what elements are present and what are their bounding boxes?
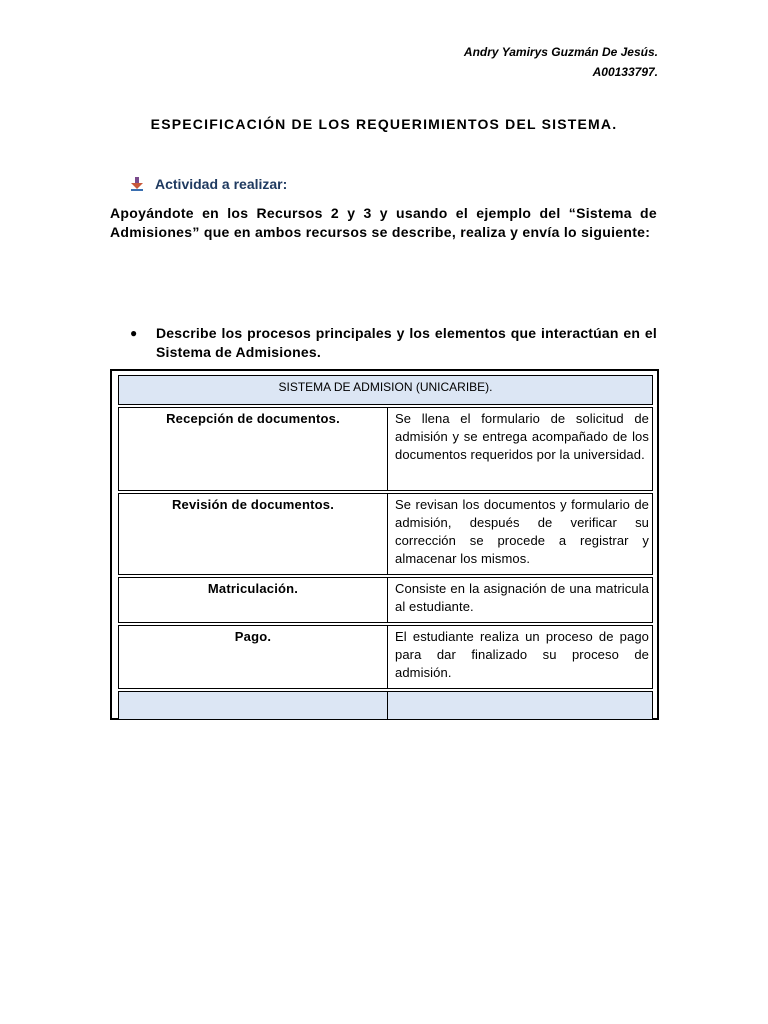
table-header: SISTEMA DE ADMISION (UNICARIBE). xyxy=(118,375,653,405)
bullet-text: Describe los procesos principales y los elementos que interactúan en el Sistema de Admisiones. xyxy=(156,325,657,360)
empty-cell xyxy=(388,692,652,719)
author-id: A00133797. xyxy=(592,65,658,79)
bullet-dot: ● xyxy=(130,326,138,340)
process-name: Matriculación. xyxy=(119,578,388,622)
table-row-empty xyxy=(118,691,653,720)
activity-heading xyxy=(130,176,287,192)
bullet-item xyxy=(130,324,657,362)
activity-label: Actividad a realizar: xyxy=(155,176,288,192)
author-block xyxy=(464,42,658,82)
table-row xyxy=(118,407,653,491)
process-description: El estudiante realiza un proceso de pago para dar finalizado su proceso de admisión. xyxy=(395,629,649,680)
intro-paragraph: Apoyándote en los Recursos 2 y 3 y usando el ejemplo del “Sistema de Admisiones” que en ambos recursos se describe, realiza y envía lo siguiente: xyxy=(110,205,657,240)
process-name: Revisión de documentos. xyxy=(119,494,388,574)
process-name: Recepción de documentos. xyxy=(119,408,388,490)
process-name: Pago. xyxy=(119,626,388,688)
table-row xyxy=(118,625,653,689)
process-description: Se revisan los documentos y formulario de admisión, después de verificar su corrección se procede a registrar y almacenar los mismos. xyxy=(395,497,649,566)
empty-cell xyxy=(119,692,388,719)
admission-process-table xyxy=(110,369,659,720)
process-description: Se llena el formulario de solicitud de admisión y se entrega acompañado de los documentos requeridos por la universidad. xyxy=(395,411,649,462)
table-row xyxy=(118,577,653,623)
process-description: Consiste en la asignación de una matricula al estudiante. xyxy=(395,581,649,614)
document-title: ESPECIFICACIÓN DE LOS REQUERIMIENTOS DEL SISTEMA. xyxy=(150,116,618,132)
down-arrow-bullet-icon xyxy=(130,177,144,191)
table-row xyxy=(118,493,653,575)
author-name: Andry Yamirys Guzmán De Jesús. xyxy=(463,45,658,59)
